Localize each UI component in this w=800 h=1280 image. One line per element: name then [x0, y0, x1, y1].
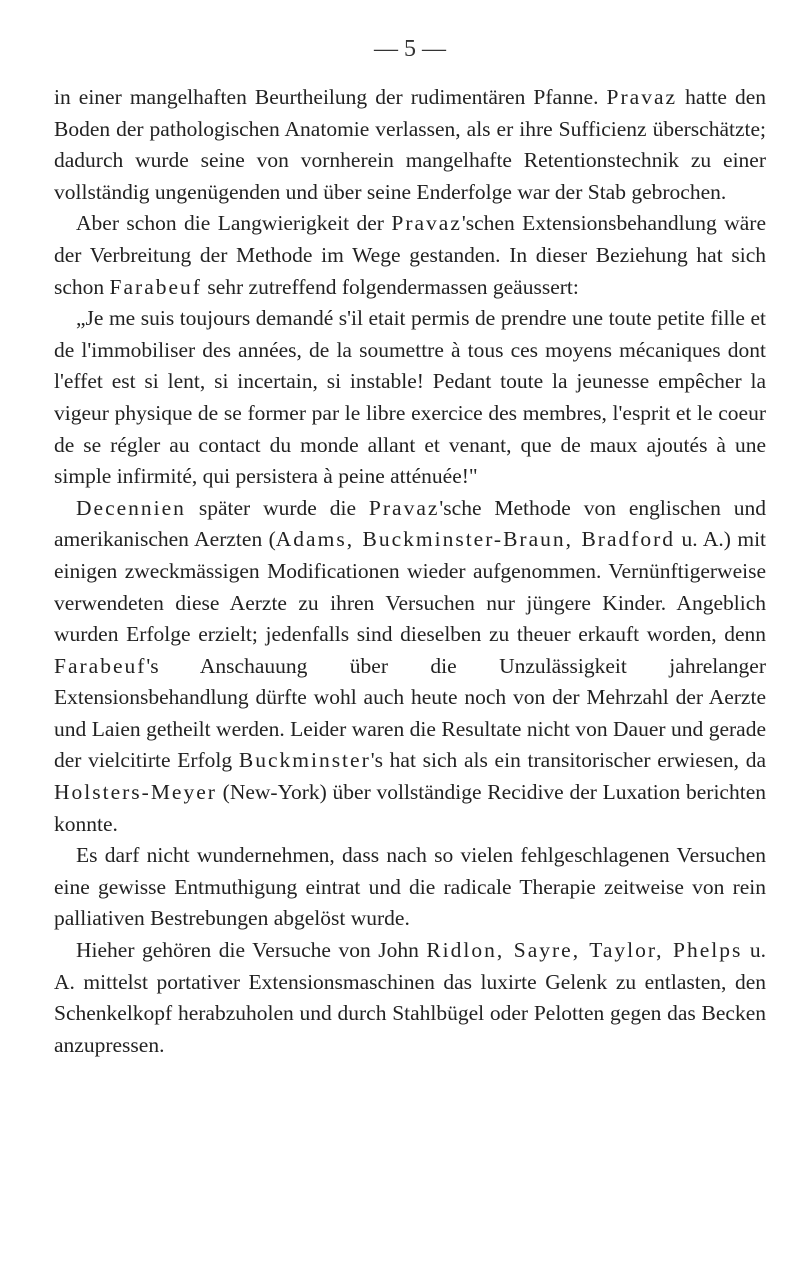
spaced-name: Decennien: [76, 495, 186, 520]
spaced-name: Pravaz: [606, 85, 678, 109]
text-run: Es darf nicht wundernehmen, dass nach so vielen fehlgeschlagenen Versuchen eine gewisse Entmuthigung eintrat und die radicale Therapie zeitweise von rein palliativen Bestrebungen abgelöst wurde.: [54, 843, 766, 931]
paragraph-p1: [54, 82, 766, 208]
spaced-name: Ridlon, Sayre, Taylor, Phelps: [426, 938, 743, 963]
paragraph-p5: [54, 840, 766, 935]
paragraph-p2: [54, 208, 766, 303]
spaced-name: Pravaz: [368, 495, 440, 520]
text-run: 'schen Extensionsbehandlung wäre der Verbreitung der Methode im Wege gestanden. In dieser Beziehung hat sich schon: [54, 211, 767, 299]
text-run: (New-York) über vollständige Recidive der Luxation berichten konnte.: [54, 780, 766, 836]
spaced-name: Adams, Buckminster-Braun, Bradford: [275, 527, 676, 552]
paragraph-p6: [54, 935, 766, 1061]
text-run: 's Anschauung über die Unzulässigkeit jahrelanger Extensionsbehandlung dürfte wohl auch heute noch von der Mehrzahl der Aerzte und Laien getheilt werden. Leider waren die Resultate nicht von Dauer und gerade der vielcitirte Erfolg: [54, 653, 766, 773]
text-run: „Je me suis toujours demandé s'il etait permis de prendre une toute petite fille et de l'immobiliser des années, de la soumettre à tous ces moyens mécaniques dont l'effet est si lent, si incertain, si instable! Pedant toute la jeunesse empêcher la vigeur physique de se former par le libre exercice des membres, l'esprit et le coeur de se régler au contact du monde allant et venant, que de maux ajoutés à une simple infirmité, qui persistera à peine atténuée!": [54, 306, 766, 489]
spaced-name: Farabeuf: [109, 274, 202, 299]
body-text: [54, 82, 766, 1061]
document-page: [54, 34, 766, 1061]
text-run: sehr zutreffend folgendermassen geäussert:: [201, 274, 579, 299]
paragraph-p4: [54, 493, 766, 841]
spaced-name: Pravaz: [391, 211, 462, 236]
spaced-name: Buckminster: [238, 748, 371, 773]
spaced-name: Holsters-Meyer: [54, 780, 217, 805]
text-run: hatte den Boden der pathologischen Anatomie verlassen, als er ihre Sufficienz überschätzte; dadurch wurde seine von vornherein mangelhafte Retentionstechnik zu einer vollständig ungenügenden und über seine Enderfolge war der Stab gebrochen.: [54, 85, 766, 204]
paragraph-p3: [54, 303, 766, 493]
text-run: in einer mangelhaften Beurtheilung der rudimentären Pfanne.: [54, 85, 607, 109]
page-number: — 5 —: [374, 36, 446, 62]
text-run: 's hat sich als ein transitorischer erwiesen, da: [370, 748, 766, 773]
text-run: u. A. mittelst portativer Extensionsmaschinen das luxirte Gelenk zu entlasten, den Schenkelkopf herabzuholen und durch Stahlbügel oder Pelotten gegen das Becken anzupressen.: [54, 938, 767, 1057]
text-run: u. A.) mit einigen zweckmässigen Modificationen wieder aufgenommen. Vernünftigerweise verwendeten diese Aerzte zu ihren Versuchen nur jüngere Kinder. Angeblich wurden Erfolge erzielt; jedenfalls sind dieselben zu theuer erkauft worden, denn: [54, 527, 767, 647]
spaced-name: Farabeuf: [54, 653, 147, 678]
text-run: später wurde die: [185, 495, 369, 520]
text-run: Hieher gehören die Versuche von John: [76, 938, 427, 963]
text-run: 'sche Methode von englischen und amerikanischen Aerzten (: [54, 495, 766, 552]
text-run: Aber schon die Langwierigkeit der: [76, 211, 392, 236]
